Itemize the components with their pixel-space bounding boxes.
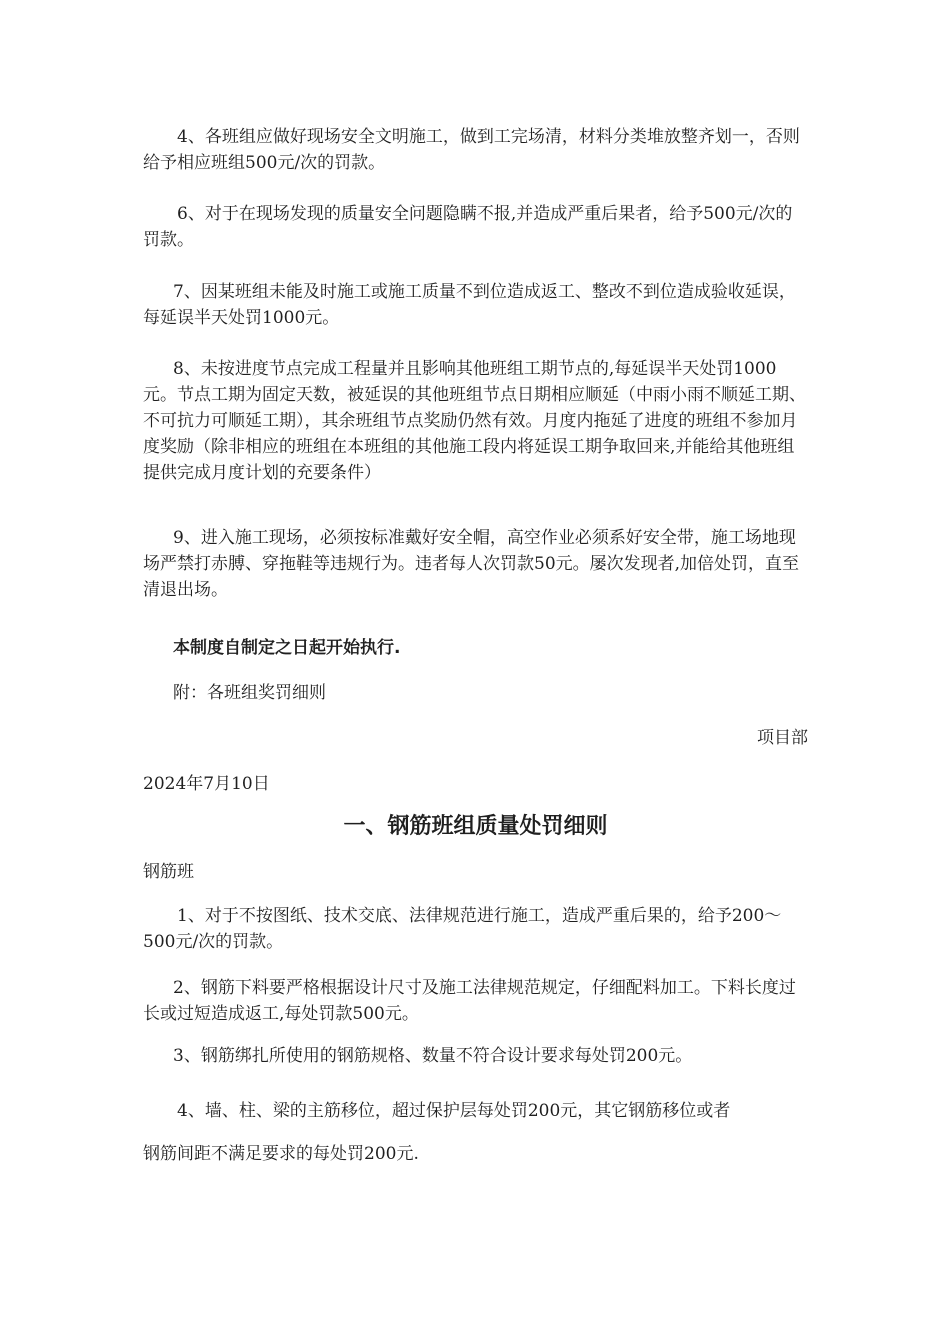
paragraph-item-8: 8、未按进度节点完成工程量并且影响其他班组工期节点的,每延误半天处罚1000元。节点工期为固定天数，被延误的其他班组节点日期相应顺延（中雨小雨不顺延工期、不可抗力可顺延工期），其余班组节点奖励仍然有效。月度内拖延了进度的班组不参加月度奖励（除非相应的班组在本班组的其他施工段内将延误工期争取回来,并能给其他班组提供完成月度计划的充要条件） bbox=[143, 359, 806, 483]
document-date: 2024年7月10日 bbox=[143, 774, 270, 794]
signature: 项目部 bbox=[757, 728, 808, 748]
section-team-label: 钢筋班 bbox=[143, 862, 194, 882]
rebar-rule-4: 4、墙、柱、梁的主筋移位，超过保护层每处罚200元，其它钢筋移位或者 bbox=[177, 1101, 731, 1121]
attachment-note: 附：各班组奖罚细则 bbox=[173, 683, 326, 703]
rebar-rule-1: 1、对于不按图纸、技术交底、法律规范进行施工，造成严重后果的，给予200～500元/次的罚款。 bbox=[143, 906, 782, 952]
section-title: 一、钢筋班组质量处罚细则 bbox=[343, 814, 608, 839]
effective-statement: 本制度自制定之日起开始执行. bbox=[173, 638, 401, 658]
rebar-rule-3: 3、钢筋绑扎所使用的钢筋规格、数量不符合设计要求每处罚200元。 bbox=[173, 1046, 693, 1066]
rebar-rule-4-continued: 钢筋间距不满足要求的每处罚200元. bbox=[143, 1144, 419, 1164]
rebar-rule-2: 2、钢筋下料要严格根据设计尺寸及施工法律规范规定，仔细配料加工。下料长度过长或过短造成返工,每处罚款500元。 bbox=[143, 978, 796, 1024]
paragraph-item-7: 7、因某班组未能及时施工或施工质量不到位造成返工、整改不到位造成验收延误，每延误半天处罚1000元。 bbox=[143, 282, 796, 328]
paragraph-item-9: 9、进入施工现场，必须按标准戴好安全帽，高空作业必须系好安全带，施工场地现场严禁打赤膊、穿拖鞋等违规行为。违者每人次罚款50元。屡次发现者,加倍处罚，直至清退出场。 bbox=[143, 528, 800, 600]
paragraph-item-6: 6、对于在现场发现的质量安全问题隐瞒不报,并造成严重后果者，给予500元/次的罚款。 bbox=[143, 204, 793, 250]
paragraph-item-4: 4、各班组应做好现场安全文明施工，做到工完场清，材料分类堆放整齐划一，否则给予相应班组500元/次的罚款。 bbox=[143, 127, 800, 173]
